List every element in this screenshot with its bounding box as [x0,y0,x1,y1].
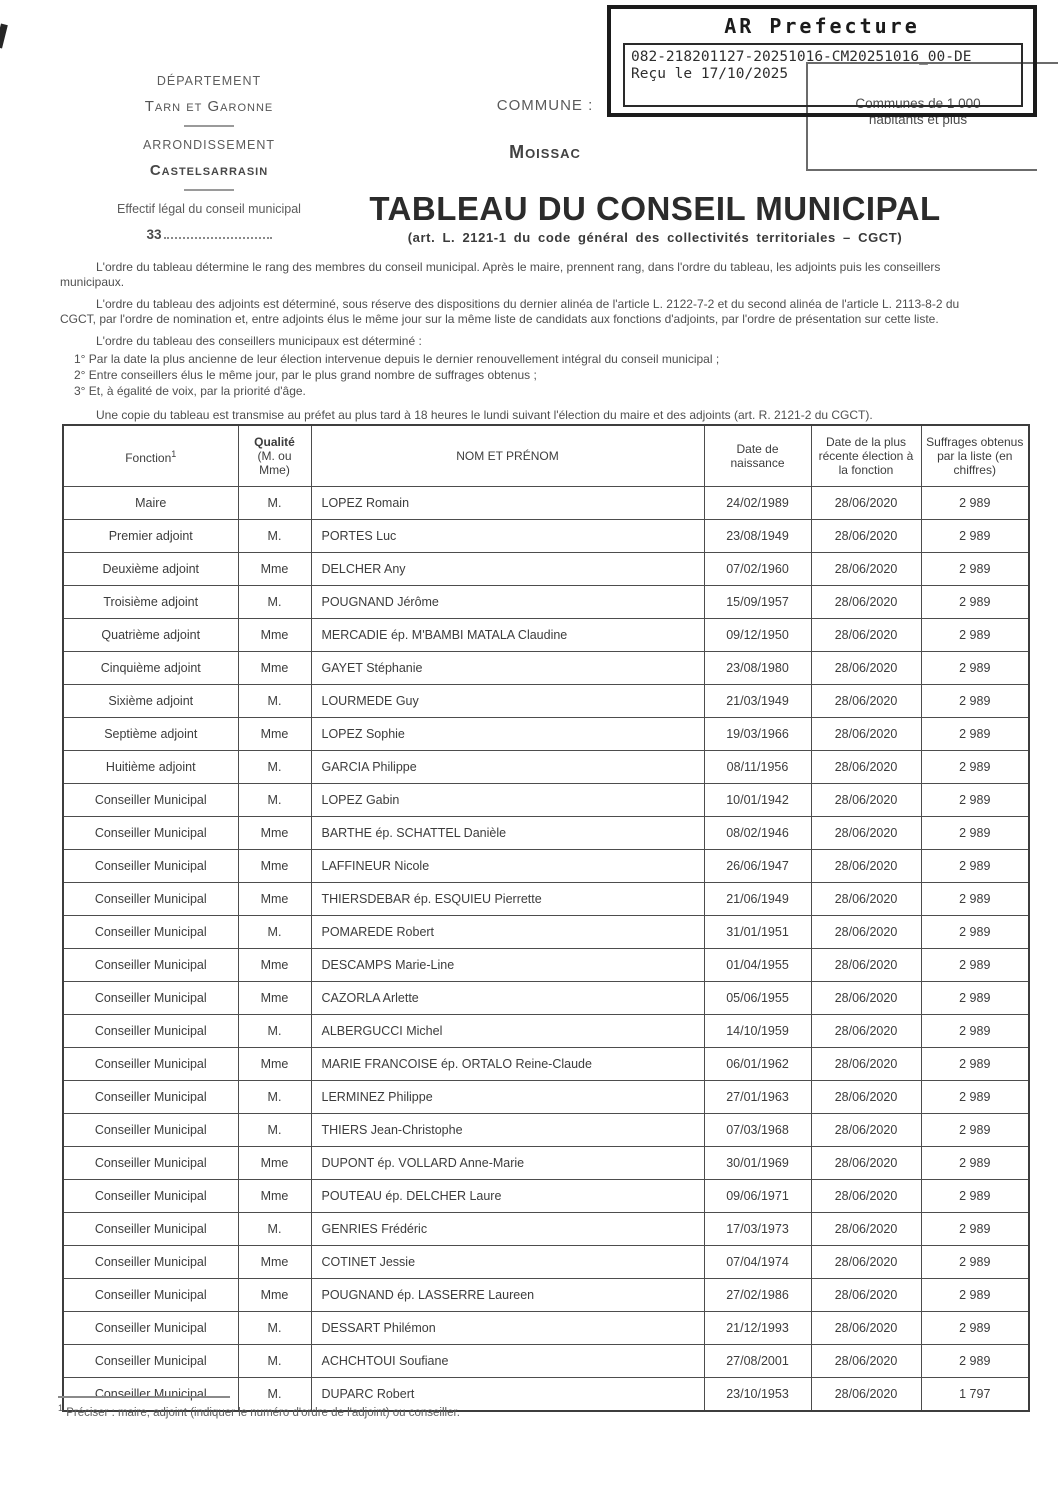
cell-qualite: Mme [238,817,311,850]
cell-fonction: Cinquième adjoint [63,652,238,685]
category-line2: habitants et plus [868,112,968,127]
cell-qualite: M. [238,784,311,817]
cell-nom: GAYET Stéphanie [311,652,704,685]
cell-suffrages: 2 989 [921,1279,1029,1312]
document-header-center [415,97,675,163]
cell-suffrages: 2 989 [921,916,1029,949]
cell-fonction: Conseiller Municipal [63,1312,238,1345]
cell-election: 28/06/2020 [811,619,921,652]
intro-list-item-1: 1° Par la date la plus ancienne de leur élection intervenue depuis le dernier renouvellement intégral du conseil municipal ; [74,352,720,366]
cell-fonction: Quatrième adjoint [63,619,238,652]
table-row [63,553,1029,586]
footnote [58,1396,658,1419]
cell-suffrages: 2 989 [921,586,1029,619]
cell-nom: GENRIES Frédéric [311,1213,704,1246]
cell-election: 28/06/2020 [811,982,921,1015]
cell-qualite: M. [238,520,311,553]
cell-nom: MERCADIE ép. M'BAMBI MATALA Claudine [311,619,704,652]
cell-nom: BARTHE ép. SCHATTEL Danièle [311,817,704,850]
cell-naissance: 31/01/1951 [704,916,811,949]
table-row [63,916,1029,949]
cell-qualite: Mme [238,553,311,586]
cell-fonction: Septième adjoint [63,718,238,751]
cell-nom: DESCAMPS Marie-Line [311,949,704,982]
cell-fonction: Conseiller Municipal [63,1378,238,1412]
cell-fonction: Conseiller Municipal [63,1213,238,1246]
cell-naissance: 30/01/1969 [704,1147,811,1180]
cell-election: 28/06/2020 [811,1147,921,1180]
table-row [63,1147,1029,1180]
cell-suffrages: 2 989 [921,718,1029,751]
cell-fonction: Conseiller Municipal [63,982,238,1015]
intro-paragraph-2: L'ordre du tableau des adjoints est déterminé, sous réserve des dispositions du dernier alinéa de l'article L. 2122-7-2 et du second alinéa de l'article L. 2113-8-2 du CGCT, par l'ordre de nomination et, entre adjoints élus le même jour sur la même liste de candidats aux fonctions d'adjoints, par l'ordre de présentation sur cette liste. [60,297,960,326]
cell-nom: POUTEAU ép. DELCHER Laure [311,1180,704,1213]
form-corner-line-bottom [806,169,1037,171]
cell-nom: CAZORLA Arlette [311,982,704,1015]
table-row [63,1345,1029,1378]
cell-suffrages: 2 989 [921,1312,1029,1345]
cell-election: 28/06/2020 [811,1048,921,1081]
table-row [63,619,1029,652]
commune-label: COMMUNE : [496,97,594,114]
cell-qualite: Mme [238,1246,311,1279]
cell-fonction: Conseiller Municipal [63,883,238,916]
cell-election: 28/06/2020 [811,1015,921,1048]
stamp-inner-box [623,43,1023,107]
table-row [63,1114,1029,1147]
table-row [63,1246,1029,1279]
cell-suffrages: 2 989 [921,487,1029,520]
table-row [63,718,1029,751]
table-header-row [63,425,1029,487]
cell-qualite: Mme [238,718,311,751]
cell-suffrages: 2 989 [921,817,1029,850]
cell-suffrages: 2 989 [921,850,1029,883]
cell-naissance: 01/04/1955 [704,949,811,982]
cell-suffrages: 2 989 [921,619,1029,652]
cell-nom: LERMINEZ Philippe [311,1081,704,1114]
cell-fonction: Conseiller Municipal [63,1180,238,1213]
intro-paragraph-1: L'ordre du tableau détermine le rang des membres du conseil municipal. Après le maire, prennent rang, dans l'ordre du tableau, les adjoints puis les conseillers municipaux. [60,260,941,289]
cell-fonction: Conseiller Municipal [63,1081,238,1114]
cell-nom: MARIE FRANCOISE ép. ORTALO Reine-Claude [311,1048,704,1081]
cell-suffrages: 2 989 [921,520,1029,553]
header-qualite: Qualité (M. ou Mme) [238,425,311,487]
cell-nom: ACHCHTOUI Soufiane [311,1345,704,1378]
cell-suffrages: 2 989 [921,652,1029,685]
cell-naissance: 05/06/1955 [704,982,811,1015]
cell-election: 28/06/2020 [811,1213,921,1246]
cell-naissance: 27/02/1986 [704,1279,811,1312]
table-row [63,685,1029,718]
council-table-wrap [62,424,1028,1412]
council-table-body [63,487,1029,1412]
cell-nom: DUPONT ép. VOLLARD Anne-Marie [311,1147,704,1180]
cell-election: 28/06/2020 [811,553,921,586]
header-naissance: Date de naissance [704,425,811,487]
table-row [63,487,1029,520]
cell-naissance: 21/03/1949 [704,685,811,718]
table-row [63,751,1029,784]
cell-suffrages: 2 989 [921,1081,1029,1114]
cell-qualite: M. [238,1213,311,1246]
cell-election: 28/06/2020 [811,1081,921,1114]
cell-suffrages: 2 989 [921,1180,1029,1213]
cell-fonction: Conseiller Municipal [63,1114,238,1147]
cell-nom: THIERS Jean-Christophe [311,1114,704,1147]
cell-qualite: Mme [238,1180,311,1213]
cell-nom: POUGNAND Jérôme [311,586,704,619]
cell-election: 28/06/2020 [811,685,921,718]
cell-fonction: Conseiller Municipal [63,850,238,883]
cell-naissance: 19/03/1966 [704,718,811,751]
cell-qualite: Mme [238,949,311,982]
footnote-marker: 1 [58,1403,64,1413]
fonction-footnote-marker: 1 [171,449,177,459]
cell-naissance: 21/06/1949 [704,883,811,916]
cell-naissance: 09/12/1950 [704,619,811,652]
cell-nom: DESSART Philémon [311,1312,704,1345]
table-row [63,1312,1029,1345]
cell-nom: PORTES Luc [311,520,704,553]
table-row [63,1081,1029,1114]
cell-election: 28/06/2020 [811,652,921,685]
cell-suffrages: 2 989 [921,553,1029,586]
cell-fonction: Conseiller Municipal [63,916,238,949]
cell-election: 28/06/2020 [811,949,921,982]
stamp-received-date: Reçu le 17/10/2025 [631,66,789,82]
cell-naissance: 26/06/1947 [704,850,811,883]
cell-naissance: 23/10/1953 [704,1378,811,1412]
cell-election: 28/06/2020 [811,718,921,751]
cell-suffrages: 2 989 [921,1246,1029,1279]
cell-qualite: M. [238,751,311,784]
cell-qualite: M. [238,1345,311,1378]
cell-election: 28/06/2020 [811,1312,921,1345]
scan-artifact [0,24,8,49]
cell-election: 28/06/2020 [811,1114,921,1147]
category-line1: Communes de 1 000 [855,96,981,111]
cell-fonction: Conseiller Municipal [63,1246,238,1279]
cell-naissance: 06/01/1962 [704,1048,811,1081]
cell-election: 28/06/2020 [811,1246,921,1279]
intro-paragraph-4: Une copie du tableau est transmise au préfet au plus tard à 18 heures le lundi suivant l'élection du maire et des adjoints (art. R. 2121-2 du CGCT). [96,408,873,422]
cell-naissance: 21/12/1993 [704,1312,811,1345]
cell-fonction: Conseiller Municipal [63,1015,238,1048]
table-row [63,982,1029,1015]
cell-nom: POMAREDE Robert [311,916,704,949]
cell-naissance: 07/03/1968 [704,1114,811,1147]
page-title: TABLEAU DU CONSEIL MUNICIPAL [369,190,941,227]
cell-fonction: Conseiller Municipal [63,949,238,982]
cell-qualite: M. [238,1312,311,1345]
cell-suffrages: 2 989 [921,784,1029,817]
cell-fonction: Deuxième adjoint [63,553,238,586]
cell-election: 28/06/2020 [811,850,921,883]
header-fonction: Fonction$^1$ [63,425,238,487]
arrondissement-value: Castelsarrasin [149,162,269,179]
intro-text [60,260,998,430]
cell-fonction: Conseiller Municipal [63,817,238,850]
table-row [63,1048,1029,1081]
cell-election: 28/06/2020 [811,487,921,520]
title-block [255,190,1055,245]
cell-fonction: Conseiller Municipal [63,1279,238,1312]
cell-naissance: 23/08/1980 [704,652,811,685]
cell-qualite: Mme [238,982,311,1015]
cell-election: 28/06/2020 [811,784,921,817]
cell-naissance: 23/08/1949 [704,520,811,553]
cell-naissance: 10/01/1942 [704,784,811,817]
council-table [62,424,1030,1412]
stamp-title: AR Prefecture [724,14,920,38]
cell-nom: DELCHER Any [311,553,704,586]
intro-list-item-3: 3° Et, à égalité de voix, par la priorité d'âge. [74,384,306,398]
commune-name: Moissac [509,142,581,162]
cell-qualite: M. [238,1114,311,1147]
cell-election: 28/06/2020 [811,1180,921,1213]
cell-naissance: 08/11/1956 [704,751,811,784]
cell-fonction: Conseiller Municipal [63,1147,238,1180]
cell-suffrages: 2 989 [921,949,1029,982]
cell-nom: GARCIA Philippe [311,751,704,784]
table-row [63,1279,1029,1312]
cell-nom: LAFFINEUR Nicole [311,850,704,883]
cell-naissance: 09/06/1971 [704,1180,811,1213]
cell-suffrages: 2 989 [921,751,1029,784]
cell-qualite: Mme [238,883,311,916]
table-row [63,850,1029,883]
arrondissement-label: ARRONDISSEMENT [142,138,276,152]
cell-fonction: Premier adjoint [63,520,238,553]
cell-naissance: 07/04/1974 [704,1246,811,1279]
cell-qualite: Mme [238,652,311,685]
cell-qualite: M. [238,685,311,718]
cell-election: 28/06/2020 [811,586,921,619]
cell-nom: LOPEZ Sophie [311,718,704,751]
cell-naissance: 08/02/1946 [704,817,811,850]
cell-fonction: Sixième adjoint [63,685,238,718]
cell-nom: LOURMEDE Guy [311,685,704,718]
cell-naissance: 24/02/1989 [704,487,811,520]
cell-naissance: 07/02/1960 [704,553,811,586]
cell-suffrages: 2 989 [921,982,1029,1015]
departement-value: Tarn et Garonne [144,98,274,115]
cell-naissance: 27/01/1963 [704,1081,811,1114]
table-row [63,817,1029,850]
cell-suffrages: 2 989 [921,1345,1029,1378]
cell-qualite: M. [238,1378,311,1412]
page-subtitle: (art. L. 2121-1 du code général des collectivités territoriales – CGCT) [407,230,903,245]
table-row [63,652,1029,685]
cell-naissance: 17/03/1973 [704,1213,811,1246]
cell-nom: COTINET Jessie [311,1246,704,1279]
cell-fonction: Huitième adjoint [63,751,238,784]
cell-nom: LOPEZ Gabin [311,784,704,817]
table-row [63,949,1029,982]
cell-nom: DUPARC Robert [311,1378,704,1412]
header-suffrages: Suffrages obtenus par la liste (en chiffres) [921,425,1029,487]
cell-election: 28/06/2020 [811,751,921,784]
cell-election: 28/06/2020 [811,883,921,916]
intro-list-item-2: 2° Entre conseillers élus le même jour, par le plus grand nombre de suffrages obtenus ; [74,368,537,382]
stamp-reference: 082-218201127-20251016-CM20251016_00-DE [631,49,972,65]
cell-nom: POUGNAND ép. LASSERRE Laureen [311,1279,704,1312]
cell-naissance: 15/09/1957 [704,586,811,619]
cell-qualite: Mme [238,1048,311,1081]
cell-nom: ALBERGUCCI Michel [311,1015,704,1048]
cell-election: 28/06/2020 [811,916,921,949]
cell-qualite: Mme [238,1147,311,1180]
cell-qualite: M. [238,586,311,619]
cell-suffrages: 2 989 [921,1048,1029,1081]
cell-naissance: 14/10/1959 [704,1015,811,1048]
cell-nom: LOPEZ Romain [311,487,704,520]
cell-suffrages: 2 989 [921,685,1029,718]
footnote-divider [58,1396,230,1398]
cell-qualite: M. [238,1081,311,1114]
cell-fonction: Conseiller Municipal [63,784,238,817]
table-row [63,520,1029,553]
table-row [63,1180,1029,1213]
table-row [63,1015,1029,1048]
cell-qualite: Mme [238,1279,311,1312]
cell-naissance: 27/08/2001 [704,1345,811,1378]
table-row [63,883,1029,916]
cell-qualite: Mme [238,619,311,652]
cell-nom: THIERSDEBAR ép. ESQUIEU Pierrette [311,883,704,916]
table-row [63,586,1029,619]
cell-fonction: Maire [63,487,238,520]
departement-label: DÉPARTEMENT [156,74,262,88]
table-row [63,784,1029,817]
intro-paragraph-3: L'ordre du tableau des conseillers municipaux est déterminé : [96,334,422,348]
table-row [63,1213,1029,1246]
cell-election: 28/06/2020 [811,1345,921,1378]
effectif-value: 33 [146,227,162,242]
footnote-text: $^1$ Préciser : maire, adjoint (indiquer le numéro d'ordre de l'adjoint) ou conseiller. [58,1403,460,1419]
cell-election: 28/06/2020 [811,520,921,553]
effectif-label: Effectif légal du conseil municipal [117,202,301,216]
cell-suffrages: 2 989 [921,1114,1029,1147]
cell-suffrages: 2 989 [921,883,1029,916]
cell-election: 28/06/2020 [811,1279,921,1312]
cell-election: 28/06/2020 [811,1378,921,1412]
divider [184,189,234,191]
cell-fonction: Conseiller Municipal [63,1048,238,1081]
cell-fonction: Troisième adjoint [63,586,238,619]
cell-election: 28/06/2020 [811,817,921,850]
cell-qualite: Mme [238,850,311,883]
cell-suffrages: 2 989 [921,1147,1029,1180]
header-election: Date de la plus récente élection à la fonction [811,425,921,487]
cell-qualite: M. [238,487,311,520]
header-nom: NOM ET PRÉNOM [311,425,704,487]
cell-suffrages: 2 989 [921,1213,1029,1246]
cell-qualite: M. [238,916,311,949]
cell-suffrages: 2 989 [921,1015,1029,1048]
cell-qualite: M. [238,1015,311,1048]
divider [184,125,234,127]
cell-fonction: Conseiller Municipal [63,1345,238,1378]
cell-suffrages: 1 797 [921,1378,1029,1412]
